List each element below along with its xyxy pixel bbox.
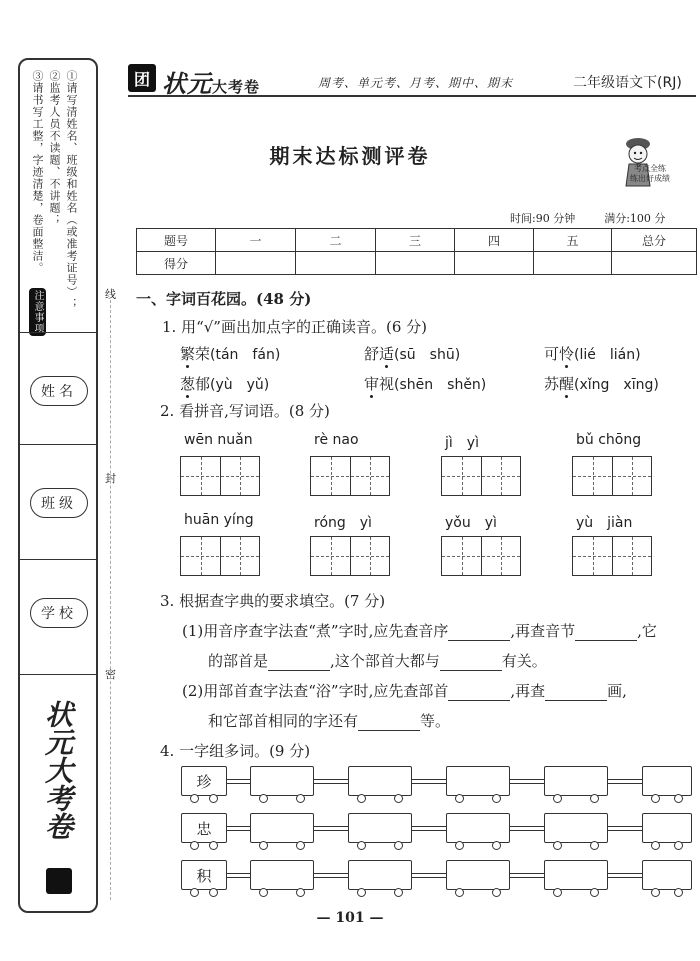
q4-coupler xyxy=(412,873,446,878)
score-cell[interactable] xyxy=(612,252,697,275)
q1-char: 荣 xyxy=(195,345,211,363)
logo-text: 状元 xyxy=(162,69,212,98)
notice-box xyxy=(28,70,90,315)
logo-suffix: 大考卷 xyxy=(212,78,261,96)
q1-pinyin-options[interactable]: (yù yǔ) xyxy=(210,377,270,393)
q4-answer-car[interactable] xyxy=(544,766,608,796)
school-label: 学校 xyxy=(30,598,88,628)
q1-item xyxy=(364,373,486,394)
q2-writing-grid[interactable] xyxy=(180,536,260,576)
cut-mark-line: 线 xyxy=(105,288,116,301)
q3-l2c: 有关。 xyxy=(501,652,547,670)
q4-coupler xyxy=(314,826,348,831)
q4-answer-car[interactable] xyxy=(446,860,510,890)
notice-item-2: ②监考人员不读题、不讲题； xyxy=(48,70,61,226)
answer-blank[interactable] xyxy=(575,626,637,641)
q4-coupler xyxy=(510,779,544,784)
q1-char: 视 xyxy=(379,375,395,393)
q3-l3a: (2)用部首查字法查“浴”字时,应先查部首 xyxy=(182,682,449,700)
q4-answer-car[interactable] xyxy=(348,766,412,796)
q1-item xyxy=(364,343,460,364)
header-logo xyxy=(128,64,298,98)
q1-pinyin-options[interactable]: (lié lián) xyxy=(574,347,641,363)
q1-char: 郁 xyxy=(195,375,211,393)
score-table xyxy=(136,228,697,275)
q2-pinyin: rè nao xyxy=(314,432,359,448)
q4-answer-car[interactable] xyxy=(250,860,314,890)
q4-coupler xyxy=(608,826,642,831)
q2-pinyin: róng yì xyxy=(314,515,372,531)
class-label: 班级 xyxy=(30,488,88,518)
q1-dotted-char: 审 xyxy=(364,375,380,393)
score-table-header-row xyxy=(137,229,697,252)
q1-dotted-char: 繁 xyxy=(180,345,196,363)
q2-pinyin: huān yíng xyxy=(184,512,254,528)
q3-l4b: 等。 xyxy=(420,712,451,730)
cut-mark-secret: 密 xyxy=(105,668,116,681)
page-title: 期末达标测评卷 xyxy=(269,144,431,168)
q4-coupler xyxy=(608,873,642,878)
page-number: — 101 — xyxy=(316,910,384,926)
score-cell[interactable] xyxy=(296,252,376,275)
score-header-cell: 三 xyxy=(376,229,455,252)
q4-coupler xyxy=(412,826,446,831)
q1-char: 舒 xyxy=(364,345,380,363)
score-header-cell: 四 xyxy=(455,229,534,252)
q3-line-4 xyxy=(208,710,450,731)
q1-item xyxy=(544,343,641,364)
q4-answer-car[interactable] xyxy=(348,813,412,843)
q4-answer-car[interactable] xyxy=(250,813,314,843)
binding-strip xyxy=(18,58,98,913)
q4-coupler xyxy=(227,873,250,878)
q3-l1b: ,再查音节 xyxy=(510,622,576,640)
q4-answer-car[interactable] xyxy=(544,813,608,843)
q3-l2b: ,这个部首大都与 xyxy=(330,652,440,670)
q2-pinyin: jì yì xyxy=(445,435,479,451)
q3-l4a: 和它部首相同的字还有 xyxy=(208,712,359,730)
notice-item-1: ①请写清姓名、班级和姓名（或准考证号）； xyxy=(65,70,78,310)
answer-blank[interactable] xyxy=(358,716,420,731)
q1-item xyxy=(180,373,269,394)
q4-coupler xyxy=(608,779,642,784)
answer-blank[interactable] xyxy=(448,626,510,641)
q4-coupler xyxy=(314,779,348,784)
q4-answer-car[interactable] xyxy=(642,860,692,890)
q2-pinyin: yǒu yì xyxy=(445,515,497,531)
q4-coupler xyxy=(227,826,250,831)
q3-line-1 xyxy=(182,620,657,641)
q2-writing-grid[interactable] xyxy=(310,456,390,496)
q3-l3c: 画, xyxy=(607,682,627,700)
exam-types: 周考、单元考、月考、期中、期末 xyxy=(318,76,514,90)
q4-title: 4. 一字组多词。(9 分) xyxy=(160,742,311,760)
mascot-illustration xyxy=(612,130,692,192)
q3-line-3 xyxy=(182,680,627,701)
q2-writing-grid[interactable] xyxy=(441,536,521,576)
q2-writing-grid[interactable] xyxy=(310,536,390,576)
exam-time: 时间:90 分钟 xyxy=(510,212,576,225)
score-cell[interactable] xyxy=(376,252,455,275)
answer-blank[interactable] xyxy=(268,656,330,671)
q1-item xyxy=(544,373,659,394)
q1-title: 1. 用“√”画出加点字的正确读音。(6 分) xyxy=(162,318,427,336)
q1-dotted-char: 葱 xyxy=(180,375,196,393)
q1-dotted-char: 适 xyxy=(379,345,395,363)
q4-char-car: 积 xyxy=(181,860,227,890)
q2-pinyin: bǔ chōng xyxy=(576,432,642,448)
q2-title: 2. 看拼音,写词语。(8 分) xyxy=(160,402,330,420)
q4-answer-car[interactable] xyxy=(446,813,510,843)
score-cell[interactable] xyxy=(455,252,534,275)
score-row-label: 得分 xyxy=(137,252,216,275)
q1-dotted-char: 醒 xyxy=(559,375,575,393)
q3-l1c: ,它 xyxy=(637,622,657,640)
q4-char-car: 忠 xyxy=(181,813,227,843)
q4-answer-car[interactable] xyxy=(348,860,412,890)
score-header-cell: 一 xyxy=(216,229,296,252)
score-cell[interactable] xyxy=(534,252,612,275)
q2-writing-grid[interactable] xyxy=(441,456,521,496)
exam-full-score: 满分:100 分 xyxy=(604,212,666,225)
q2-pinyin: yù jiàn xyxy=(576,515,633,531)
cut-line xyxy=(110,300,111,900)
q4-answer-car[interactable] xyxy=(642,766,692,796)
header-divider xyxy=(128,95,696,97)
q1-char: 苏 xyxy=(544,375,560,393)
q2-writing-grid[interactable] xyxy=(572,536,652,576)
answer-blank[interactable] xyxy=(545,686,607,701)
q2-writing-grid[interactable] xyxy=(180,456,260,496)
q4-char-car: 珍 xyxy=(181,766,227,796)
mascot-slogan-1: 考点全练 xyxy=(634,164,666,173)
q1-char: 可 xyxy=(544,345,560,363)
q4-coupler xyxy=(510,873,544,878)
q1-pinyin-options[interactable]: (sū shū) xyxy=(394,347,461,363)
q1-dotted-char: 怜 xyxy=(559,345,575,363)
q3-l2a: 的部首是 xyxy=(208,652,269,670)
q4-answer-car[interactable] xyxy=(642,813,692,843)
q4-coupler xyxy=(510,826,544,831)
exam-meta xyxy=(510,210,665,226)
q4-coupler xyxy=(314,873,348,878)
q2-writing-grid[interactable] xyxy=(572,456,652,496)
score-header-cell: 题号 xyxy=(137,229,216,252)
q1-item xyxy=(180,343,280,364)
score-cell[interactable] xyxy=(216,252,296,275)
q3-line-2 xyxy=(208,650,547,671)
q3-title: 3. 根据查字典的要求填空。(7 分) xyxy=(160,592,386,610)
q4-answer-car[interactable] xyxy=(446,766,510,796)
q3-l3b: ,再查 xyxy=(510,682,546,700)
grade-label: 二年级语文下(RJ) xyxy=(573,75,682,91)
q4-answer-car[interactable] xyxy=(544,860,608,890)
score-header-cell: 五 xyxy=(534,229,612,252)
q2-pinyin: wēn nuǎn xyxy=(184,432,253,448)
score-table-score-row xyxy=(137,252,697,275)
q4-coupler xyxy=(412,779,446,784)
notice-badge: 注意事项 xyxy=(29,288,46,336)
mascot-slogan-2: 练出好成绩 xyxy=(630,174,670,183)
answer-blank[interactable] xyxy=(440,656,502,671)
q1-pinyin-options[interactable]: (xǐng xīng) xyxy=(574,377,659,393)
q1-pinyin-options[interactable]: (shēn shěn) xyxy=(394,377,487,393)
cut-mark-seal: 封 xyxy=(105,472,116,485)
q4-coupler xyxy=(227,779,250,784)
brand-vertical: 状元大考卷 xyxy=(41,700,74,840)
q1-pinyin-options[interactable]: (tán fán) xyxy=(210,347,281,363)
q3-l1a: (1)用音序查字法查“煮”字时,应先查音序 xyxy=(182,622,449,640)
answer-blank[interactable] xyxy=(448,686,510,701)
notice-item-3: ③请书写工整，字迹清楚，卷面整洁。 xyxy=(31,70,44,274)
score-header-cell: 二 xyxy=(296,229,376,252)
name-label: 姓名 xyxy=(30,376,88,406)
brand-logo-icon xyxy=(46,868,72,894)
logo-icon: 团 xyxy=(128,64,156,92)
score-header-cell: 总分 xyxy=(612,229,697,252)
section-1-title: 一、字词百花园。(48 分) xyxy=(136,290,312,308)
q4-answer-car[interactable] xyxy=(250,766,314,796)
